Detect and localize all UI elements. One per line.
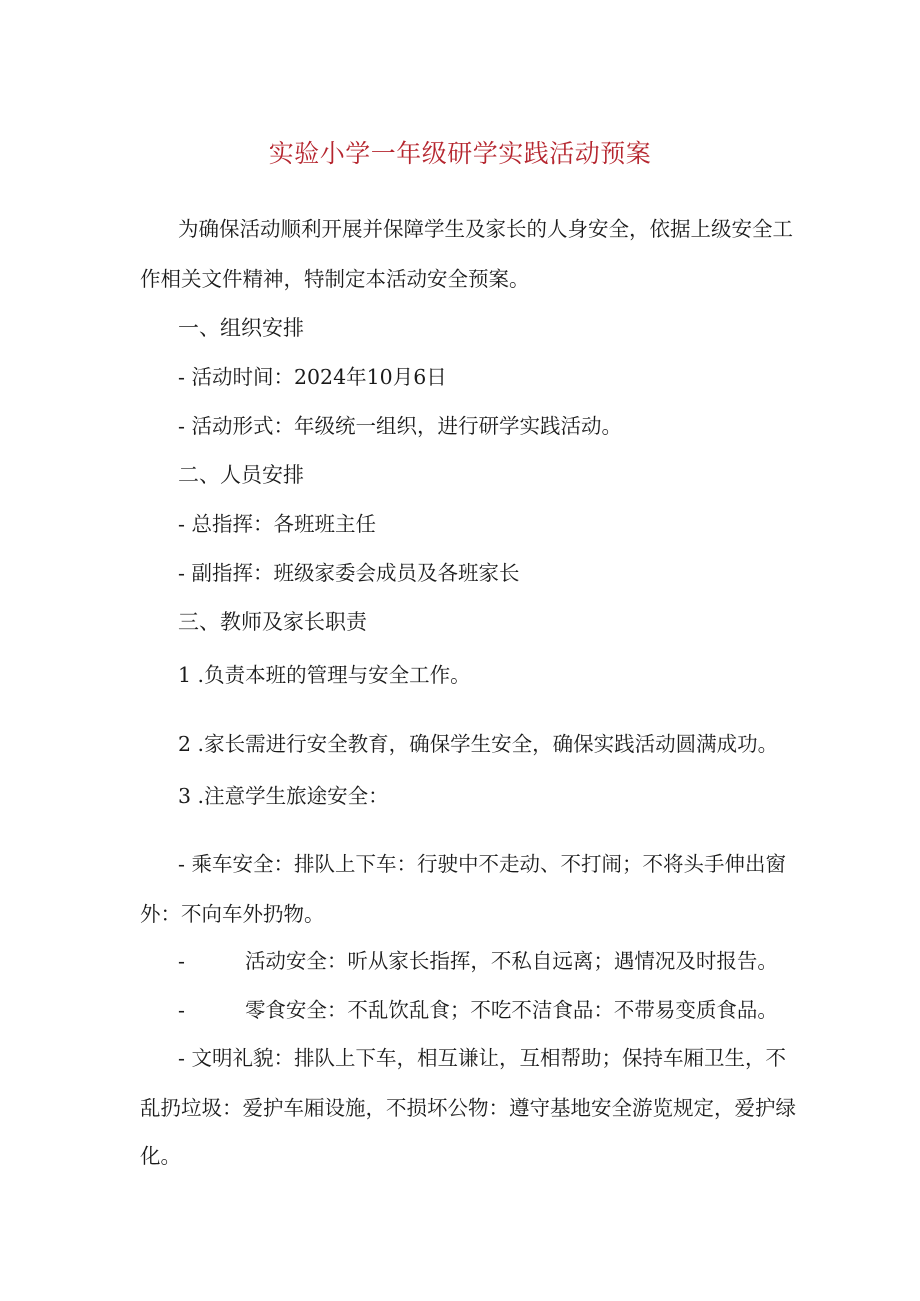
list-dash: - — [178, 998, 185, 1022]
ride-safety-line-2: 外：不向车外扔物。 — [140, 902, 325, 926]
section-heading-duties: 三、教师及家长职责 — [178, 610, 367, 634]
list-item-deputy-commander: - 副指挥：班级家委会成员及各班家长 — [178, 561, 520, 585]
manners-line-2: 乱扔垃圾：爱护车厢设施，不损坏公物：遵守基地安全游览规定，爱护绿 — [140, 1096, 796, 1120]
ride-safety-line-1: - 乘车安全：排队上下车：行驶中不走动、不打闹；不将头手伸出窗 — [178, 852, 786, 876]
numbered-item-3: 3 .注意学生旅途安全： — [178, 784, 389, 808]
manners-line-3: 化。 — [140, 1144, 181, 1168]
section-heading-personnel: 二、人员安排 — [178, 463, 304, 487]
snack-safety-text: 零食安全：不乱饮乱食；不吃不洁食品：不带易变质食品。 — [244, 998, 778, 1022]
intro-line-2: 作相关文件精神，特制定本活动安全预案。 — [140, 267, 530, 291]
section-heading-organization: 一、组织安排 — [178, 316, 304, 340]
numbered-item-2: 2 .家长需进行安全教育，确保学生安全，确保实践活动圆满成功。 — [178, 732, 779, 756]
snack-safety-line — [178, 995, 778, 1025]
activity-safety-line — [178, 946, 778, 976]
list-item-activity-form: - 活动形式：年级统一组织，进行研学实践活动。 — [178, 414, 622, 438]
list-item-chief-commander: - 总指挥：各班班主任 — [178, 512, 376, 536]
list-dash: - — [178, 949, 185, 973]
list-item-activity-time: - 活动时间：2024年10月6日 — [178, 365, 447, 389]
document-title: 实验小学一年级研学实践活动预案 — [268, 139, 652, 168]
activity-safety-text: 活动安全：听从家长指挥，不私自远离；遇情况及时报告。 — [244, 949, 778, 973]
manners-line-1: - 文明礼貌：排队上下车，相互谦让，互相帮助；保持车厢卫生，不 — [178, 1046, 786, 1070]
numbered-item-1: 1 .负责本班的管理与安全工作。 — [178, 663, 471, 687]
intro-line-1: 为确保活动顺利开展并保障学生及家长的人身安全，依据上级安全工 — [178, 217, 793, 241]
